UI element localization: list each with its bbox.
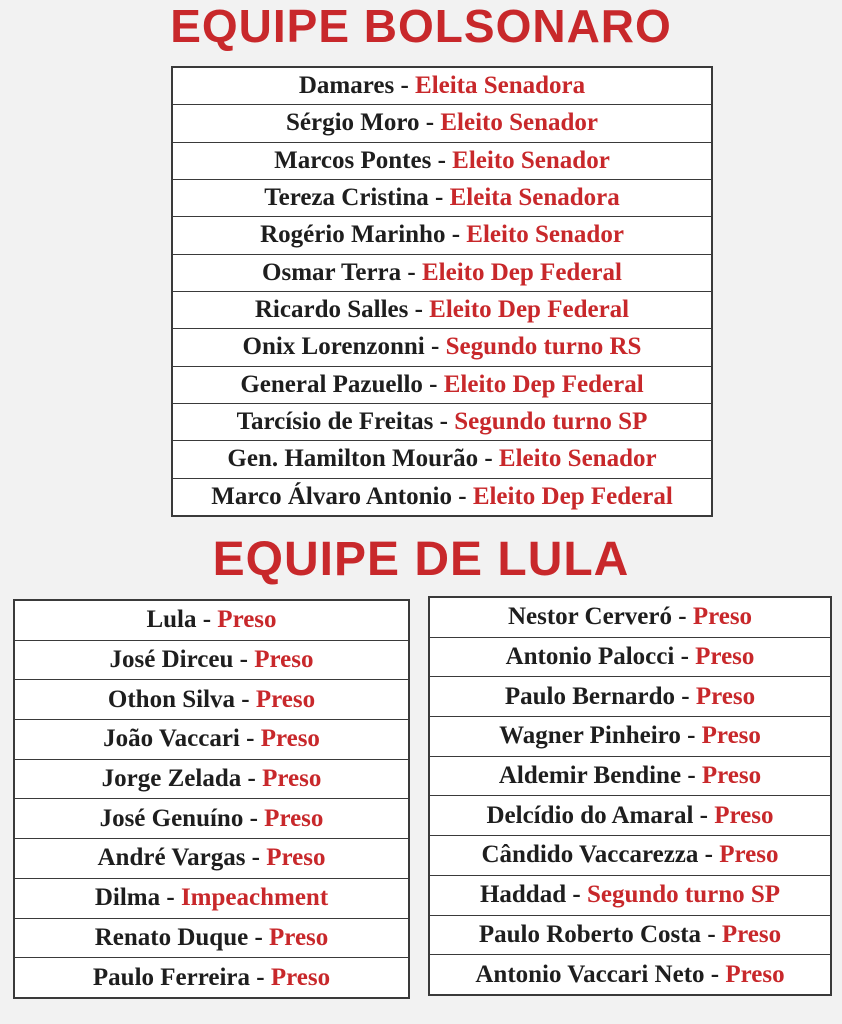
separator: -	[693, 801, 715, 829]
member-name: Haddad	[479, 881, 567, 909]
member-status: Eleita Senadora	[449, 184, 620, 212]
member-status: Preso	[721, 920, 782, 948]
member-name: Lula	[146, 606, 197, 634]
separator: -	[680, 722, 702, 750]
table-row	[172, 179, 712, 216]
table-row	[429, 677, 831, 717]
member-name: Ricardo Salles	[254, 296, 409, 324]
roster-cell	[429, 955, 831, 995]
separator: -	[245, 844, 267, 872]
member-name: Gen. Hamilton Mourão	[227, 445, 479, 473]
bolsonaro-team-table	[171, 66, 713, 517]
lula-team-table-right	[428, 596, 832, 996]
lula-team-table-left	[13, 599, 410, 999]
roster-cell	[14, 878, 409, 918]
roster-cell	[172, 291, 712, 328]
separator: -	[433, 408, 455, 436]
member-name: João Vaccari	[103, 725, 240, 753]
member-name: Wagner Pinheiro	[499, 722, 681, 750]
roster-cell	[14, 640, 409, 680]
roster-cell	[429, 637, 831, 677]
member-name: Nestor Cerveró	[507, 603, 672, 631]
table-row	[172, 142, 712, 179]
table-row	[14, 958, 409, 998]
member-status: Eleito Senador	[452, 146, 610, 174]
roster-cell	[172, 441, 712, 478]
roster-cell	[172, 142, 712, 179]
roster-cell	[429, 875, 831, 915]
member-status: Eleito Senador	[498, 445, 657, 473]
table-row	[14, 640, 409, 680]
member-status: Preso	[269, 923, 329, 951]
member-status: Preso	[725, 960, 785, 988]
member-status: Preso	[270, 963, 331, 991]
member-name: Rogério Marinho	[260, 221, 446, 249]
roster-cell	[429, 717, 831, 757]
member-name: Renato Duque	[94, 923, 249, 951]
table-row	[14, 720, 409, 760]
member-name: André Vargas	[97, 844, 246, 872]
separator: -	[408, 296, 430, 324]
roster-cell	[14, 958, 409, 998]
separator: -	[566, 881, 587, 909]
roster-cell	[429, 677, 831, 717]
table-row	[429, 836, 831, 876]
member-name: Tereza Cristina	[264, 184, 429, 212]
table-row	[14, 918, 409, 958]
member-name: Paulo Roberto Costa	[478, 920, 702, 948]
member-name: Paulo Ferreira	[92, 963, 251, 991]
table-row	[429, 875, 831, 915]
separator: -	[196, 606, 218, 634]
separator: -	[701, 920, 722, 948]
table-row	[172, 478, 712, 516]
roster-cell	[14, 759, 409, 799]
roster-cell	[14, 918, 409, 958]
table-row	[172, 217, 712, 254]
table-row	[172, 403, 712, 440]
separator: -	[401, 258, 422, 286]
separator: -	[248, 923, 270, 951]
member-status: Preso	[260, 725, 320, 753]
member-status: Preso	[695, 682, 756, 710]
member-status: Preso	[264, 804, 324, 832]
member-name: Jorge Zelada	[101, 765, 242, 793]
member-status: Preso	[262, 765, 322, 793]
roster-cell	[14, 799, 409, 839]
member-status: Segundo turno RS	[445, 333, 642, 361]
separator: -	[419, 109, 441, 137]
separator: -	[675, 682, 696, 710]
separator: -	[243, 804, 265, 832]
member-name: Marcos Pontes	[274, 146, 432, 174]
member-name: Antonio Palocci	[505, 643, 675, 671]
member-status: Impeachment	[180, 884, 329, 912]
member-status: Preso	[695, 643, 755, 671]
separator: -	[445, 221, 467, 249]
member-status: Preso	[719, 841, 779, 869]
table-row	[14, 680, 409, 720]
roster-cell	[429, 597, 831, 637]
member-name: Delcídio do Amaral	[486, 801, 694, 829]
separator: -	[451, 482, 473, 510]
table-row	[14, 878, 409, 918]
separator: -	[681, 762, 702, 790]
member-status: Eleito Dep Federal	[443, 370, 644, 398]
roster-cell	[14, 600, 409, 640]
separator: -	[241, 765, 263, 793]
separator: -	[428, 184, 450, 212]
member-status: Eleito Dep Federal	[472, 482, 673, 510]
roster-cell	[172, 366, 712, 403]
separator: -	[239, 725, 261, 753]
table-row	[14, 799, 409, 839]
table-row	[14, 600, 409, 640]
separator: -	[250, 963, 271, 991]
member-name: Osmar Terra	[262, 258, 402, 286]
roster-cell	[14, 680, 409, 720]
roster-cell	[172, 478, 712, 516]
member-status: Preso	[701, 722, 761, 750]
separator: -	[431, 146, 453, 174]
table-row	[172, 254, 712, 291]
roster-cell	[429, 756, 831, 796]
table-row	[172, 366, 712, 403]
roster-cell	[429, 796, 831, 836]
separator: -	[704, 960, 726, 988]
table-row	[172, 67, 712, 105]
roster-cell	[429, 915, 831, 955]
member-status: Eleito Senador	[466, 221, 624, 249]
table-row	[429, 796, 831, 836]
separator: -	[674, 643, 696, 671]
title-equipe-lula: EQUIPE DE LULA	[212, 533, 630, 586]
member-name: Marco Álvaro Antonio	[211, 482, 452, 510]
roster-cell	[14, 839, 409, 879]
member-name: José Dirceu	[109, 646, 234, 674]
table-row	[429, 637, 831, 677]
separator: -	[394, 72, 416, 100]
member-status: Preso	[692, 603, 753, 631]
roster-cell	[14, 720, 409, 760]
member-name: Antonio Vaccari Neto	[475, 960, 705, 988]
roster-cell	[172, 217, 712, 254]
separator: -	[160, 884, 181, 912]
member-name: Sérgio Moro	[285, 109, 420, 137]
member-name: Aldemir Bendine	[498, 762, 682, 790]
table-row	[172, 105, 712, 142]
table-row	[14, 759, 409, 799]
member-status: Preso	[266, 844, 326, 872]
member-status: Preso	[254, 646, 314, 674]
member-name: Paulo Bernardo	[504, 682, 676, 710]
member-status: Eleito Senador	[440, 109, 599, 137]
table-row	[429, 915, 831, 955]
table-row	[172, 329, 712, 366]
separator: -	[424, 333, 446, 361]
table-row	[429, 717, 831, 757]
separator: -	[698, 841, 720, 869]
roster-cell	[172, 403, 712, 440]
member-name: Othon Silva	[107, 685, 236, 713]
member-name: General Pazuello	[240, 370, 423, 398]
member-status: Preso	[255, 685, 316, 713]
member-name: Tarcísio de Freitas	[236, 408, 434, 436]
separator: -	[422, 370, 444, 398]
table-row	[14, 839, 409, 879]
roster-cell	[429, 836, 831, 876]
separator: -	[671, 603, 693, 631]
table-row	[172, 441, 712, 478]
member-name: Dilma	[94, 884, 161, 912]
separator: -	[478, 445, 499, 473]
member-status: Preso	[217, 606, 277, 634]
roster-cell	[172, 67, 712, 105]
separator: -	[235, 685, 256, 713]
title-equipe-bolsonaro: EQUIPE BOLSONARO	[170, 0, 672, 52]
member-status: Preso	[714, 801, 774, 829]
member-name: José Genuíno	[99, 804, 244, 832]
member-status: Segundo turno SP	[454, 408, 648, 436]
roster-cell	[172, 254, 712, 291]
table-row	[429, 756, 831, 796]
table-row	[429, 955, 831, 995]
roster-cell	[172, 329, 712, 366]
table-row	[172, 291, 712, 328]
member-name: Damares	[298, 72, 395, 100]
member-status: Eleito Dep Federal	[429, 296, 630, 324]
member-status: Eleito Dep Federal	[422, 258, 622, 286]
table-row	[429, 597, 831, 637]
separator: -	[233, 646, 255, 674]
member-status: Segundo turno SP	[586, 881, 781, 909]
roster-cell	[172, 105, 712, 142]
member-name: Onix Lorenzonni	[242, 333, 425, 361]
roster-cell	[172, 179, 712, 216]
member-name: Cândido Vaccarezza	[481, 841, 699, 869]
member-status: Preso	[701, 762, 762, 790]
member-status: Eleita Senadora	[415, 72, 586, 100]
